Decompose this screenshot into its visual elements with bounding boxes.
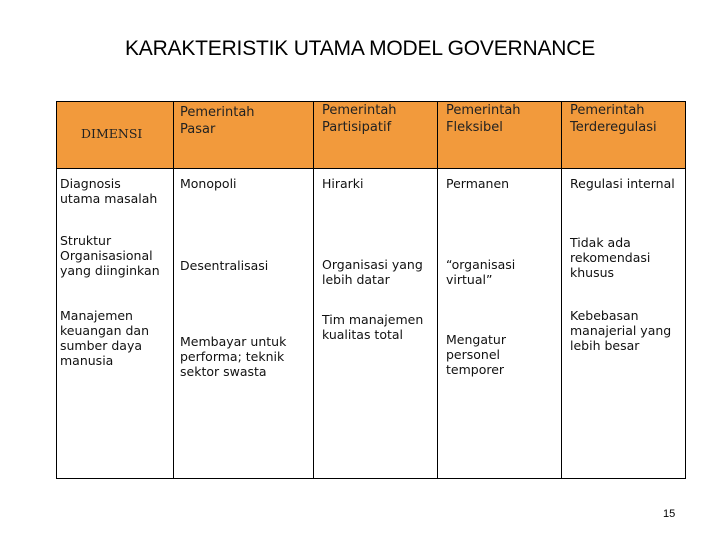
row3-terderegulasi: Kebebasan manajerial yang lebih besar — [570, 308, 672, 353]
row1-terderegulasi: Regulasi internal — [570, 176, 675, 191]
row3-partisipatif: Tim manajemen kualitas total — [322, 312, 424, 342]
row3-dimension: Manajemen keuangan dan sumber daya manusia — [60, 308, 149, 368]
column-divider — [437, 102, 438, 478]
row1-partisipatif: Hirarki — [322, 176, 364, 191]
column-divider — [313, 102, 314, 478]
row2-terderegulasi: Tidak ada rekomendasi khusus — [570, 235, 651, 280]
row3-pasar: Membayar untuk performa; teknik sektor swasta — [180, 334, 287, 379]
column-divider — [561, 102, 562, 478]
governance-table — [56, 101, 686, 479]
row3-fleksibel: Mengatur personel temporer — [446, 332, 506, 377]
header-pemerintah-pasar: Pemerintah Pasar — [180, 105, 255, 137]
row1-fleksibel: Permanen — [446, 176, 510, 191]
row2-partisipatif: Organisasi yang lebih datar — [322, 257, 423, 287]
row1-pasar: Monopoli — [180, 176, 237, 191]
column-divider — [173, 102, 174, 478]
slide-title: KARAKTERISTIK UTAMA MODEL GOVERNANCE — [124, 37, 596, 60]
header-pemerintah-partisipatif: Pemerintah Partisipatif — [322, 103, 397, 135]
row2-dimension: Struktur Organisasional yang diinginkan — [60, 233, 160, 278]
header-pemerintah-fleksibel: Pemerintah Fleksibel — [446, 103, 521, 135]
header-pemerintah-terderegulasi: Pemerintah Terderegulasi — [570, 103, 657, 135]
header-dimensi: DIMENSI — [81, 126, 143, 141]
row2-fleksibel: “organisasi virtual” — [446, 257, 516, 287]
page-number: 15 — [663, 508, 676, 520]
row1-dimension: Diagnosis utama masalah — [60, 176, 158, 206]
row2-pasar: Desentralisasi — [180, 258, 269, 273]
